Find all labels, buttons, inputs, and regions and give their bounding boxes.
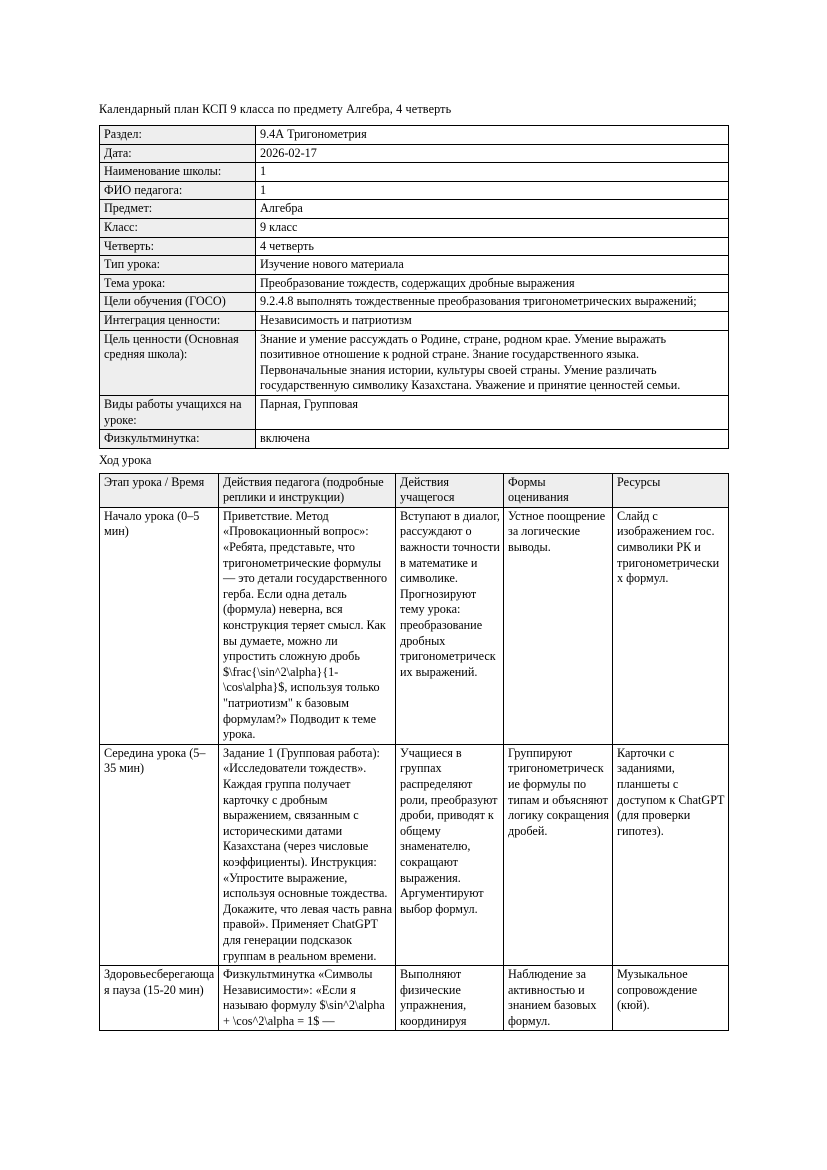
table-row: [100, 218, 729, 237]
table-row: [100, 256, 729, 275]
cell-assessment: Наблюдение за активностью и знанием базовых формул.: [504, 966, 613, 1031]
cell-student-actions: Вступают в диалог, рассуждают о важности точности в математике и символике. Прогнозируют тему урока: преобразование дробных тригонометрических выражений.: [396, 507, 504, 744]
table-row: [100, 274, 729, 293]
info-value: включена: [256, 430, 729, 449]
info-label: Тема урока:: [100, 274, 256, 293]
info-value: Алгебра: [256, 200, 729, 219]
cell-resources: Музыкальное сопровождение (кюй).: [613, 966, 729, 1031]
lesson-info-table: [99, 125, 729, 449]
info-value: 9.4А Тригонометрия: [256, 126, 729, 145]
column-header-assessment: Формы оценивания: [504, 473, 613, 507]
lesson-flow-table: [99, 473, 729, 1032]
info-value: Преобразование тождеств, содержащих дробные выражения: [256, 274, 729, 293]
cell-student-actions: Учащиеся в группах распределяют роли, преобразуют дроби, приводят к общему знаменателю, сокращают выражения. Аргументируют выбор формул.: [396, 744, 504, 965]
info-value: Изучение нового материала: [256, 256, 729, 275]
cell-assessment: Устное поощрение за логические выводы.: [504, 507, 613, 744]
cell-stage: Середина урока (5–35 мин): [100, 744, 219, 965]
lesson-flow-header: [100, 473, 729, 507]
info-label: Дата:: [100, 144, 256, 163]
info-label: Раздел:: [100, 126, 256, 145]
table-row: [100, 430, 729, 449]
info-label: Виды работы учащихся на уроке:: [100, 395, 256, 429]
table-row: [100, 237, 729, 256]
info-value: Знание и умение рассуждать о Родине, стране, родном крае. Умение выражать позитивное отношение к родной стране. Знание государственного языка. Первоначальные знания истории, культуры своей страны. Умение различать государственную символику Казахстана. Уважение и принятие ценностей семьи.: [256, 330, 729, 395]
info-value: 4 четверть: [256, 237, 729, 256]
info-label: ФИО педагога:: [100, 181, 256, 200]
info-value: 1: [256, 163, 729, 182]
cell-teacher-actions: Физкультминутка «Символы Независимости»: «Если я называю формулу $\sin^2\alpha + \cos^2\alpha = 1$ —: [219, 966, 396, 1031]
cell-teacher-actions: Задание 1 (Групповая работа): «Исследователи тождеств». Каждая группа получает карточку с дробным выражением, связанным с историческими датами Казахстана (через числовые коэффициенты). Инструкция: «Упростите выражение, используя основные тождества. Докажите, что левая часть равна правой». Применяет ChatGPT для генерации подсказок группам в реальном времени.: [219, 744, 396, 965]
table-row: [100, 395, 729, 429]
info-label: Наименование школы:: [100, 163, 256, 182]
table-row: [100, 144, 729, 163]
info-label: Физкультминутка:: [100, 430, 256, 449]
table-row: [100, 311, 729, 330]
info-label: Предмет:: [100, 200, 256, 219]
table-row: [100, 126, 729, 145]
table-row: [100, 200, 729, 219]
info-label: Интеграция ценности:: [100, 311, 256, 330]
table-row: [100, 181, 729, 200]
cell-student-actions: Выполняют физические упражнения, координируя: [396, 966, 504, 1031]
cell-teacher-actions: Приветствие. Метод «Провокационный вопрос»: «Ребята, представьте, что тригонометрические формулы — это детали государственного герба. Если одна деталь (формула) неверна, вся конструкция теряет смысл. Как вы думаете, можно ли упростить сложную дробь $\frac{\sin^2\alpha}{1-\cos\alpha}$, используя только "патриотизм" к базовым формулам?» Подводит к теме урока.: [219, 507, 396, 744]
cell-resources: Карточки с заданиями, планшеты с доступом к ChatGPT (для проверки гипотез).: [613, 744, 729, 965]
section-label-lesson-flow: Ход урока: [99, 452, 152, 467]
lesson-flow-body: [100, 507, 729, 1031]
info-value: Парная, Групповая: [256, 395, 729, 429]
info-label: Класс:: [100, 218, 256, 237]
table-row: [100, 293, 729, 312]
cell-assessment: Группируют тригонометрические формулы по типам и объясняют логику сокращения дробей.: [504, 744, 613, 965]
table-row: [100, 966, 729, 1031]
info-label: Четверть:: [100, 237, 256, 256]
cell-resources: Слайд с изображением гос. символики РК и тригонометрических формул.: [613, 507, 729, 744]
table-row: [100, 507, 729, 744]
info-label: Цели обучения (ГОСО): [100, 293, 256, 312]
info-value: 9.2.4.8 выполнять тождественные преобразования тригонометрических выражений;: [256, 293, 729, 312]
info-label: Тип урока:: [100, 256, 256, 275]
lesson-info-body: [100, 126, 729, 449]
column-header-stage: Этап урока / Время: [100, 473, 219, 507]
info-value: 2026-02-17: [256, 144, 729, 163]
column-header-teacher-actions: Действия педагога (подробные реплики и инструкции): [219, 473, 396, 507]
table-header-row: [100, 473, 729, 507]
table-row: [100, 163, 729, 182]
cell-stage: Начало урока (0–5 мин): [100, 507, 219, 744]
column-header-resources: Ресурсы: [613, 473, 729, 507]
cell-stage: Здоровьесберегающая пауза (15-20 мин): [100, 966, 219, 1031]
page-title: Календарный план КСП 9 класса по предмету Алгебра, 4 четверть: [99, 102, 452, 116]
table-row: [100, 330, 729, 395]
info-value: Независимость и патриотизм: [256, 311, 729, 330]
table-row: [100, 744, 729, 965]
info-value: 9 класс: [256, 218, 729, 237]
column-header-student-actions: Действия учащегося: [396, 473, 504, 507]
info-value: 1: [256, 181, 729, 200]
info-label: Цель ценности (Основная средняя школа):: [100, 330, 256, 395]
document-content: [99, 101, 728, 1031]
